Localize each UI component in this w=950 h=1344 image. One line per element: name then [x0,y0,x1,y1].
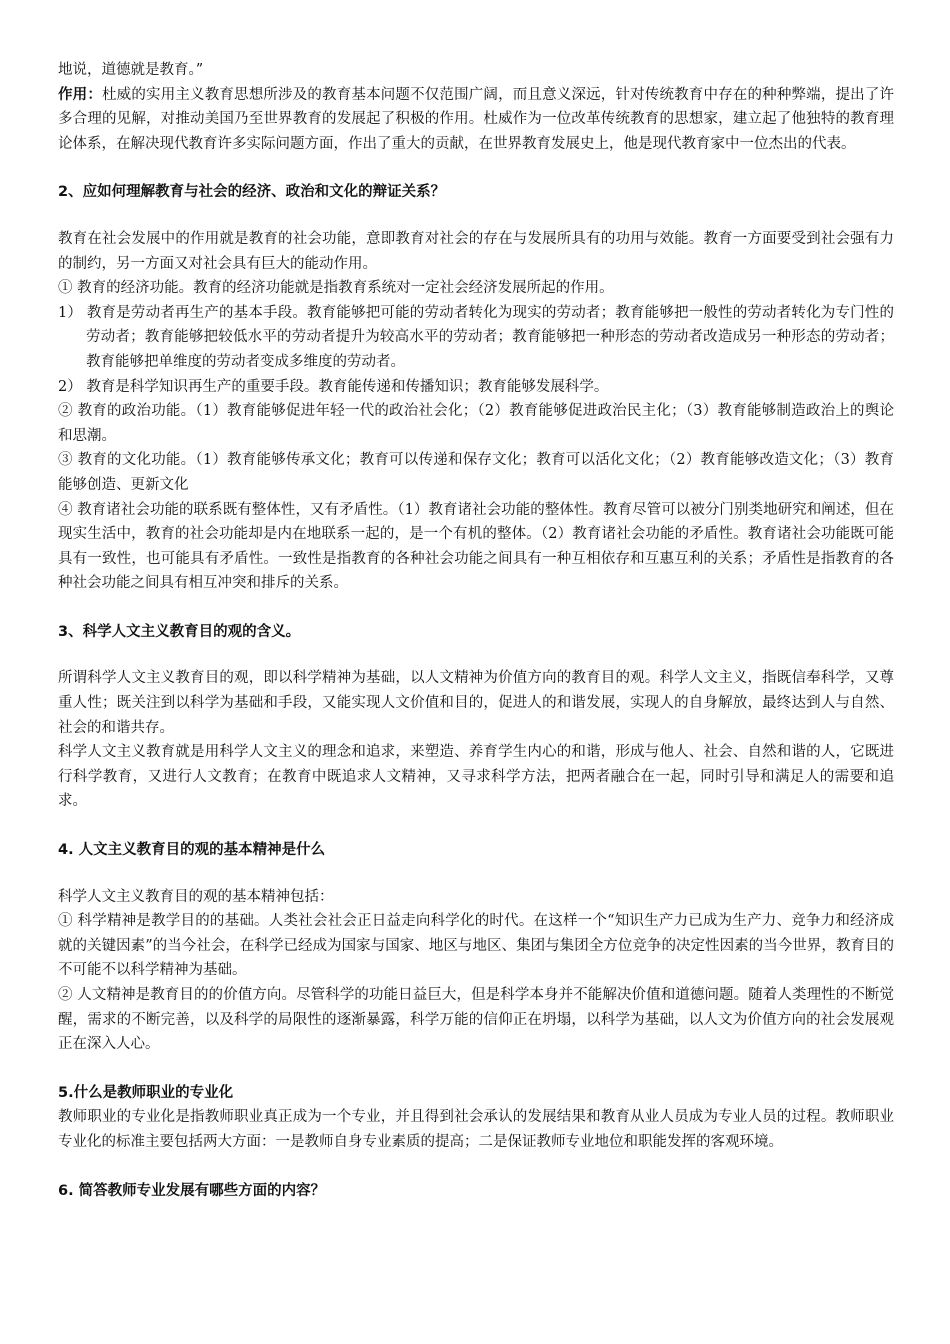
q4-paragraph-2: ① 科学精神是教学目的的基础。人类社会社会正日益走向科学化的时代。在这样一个“知识生产力已成为生产力、竞争力和经济成就的关键因素”的当今社会，在科学已经成为国家与国家、地区与地区、集团与集团全方位竞争的决定性因素的当今世界，教育目的不可能不以科学精神为基础。 [58,913,894,979]
q2-paragraph-5: ④ 教育诸社会功能的联系既有整体性，又有矛盾性。（1）教育诸社会功能的整体性。教育尽管可以被分门别类地研究和阐述，但在现实生活中，教育的社会功能却是内在地联系一起的，是一个有机的整体。（2）教育诸社会功能的矛盾性。教育诸社会功能既可能具有一致性，也可能具有矛盾性。一致性是指教育的各种社会功能之间具有一种互相依存和互惠互利的关系；矛盾性是指教育的各种社会功能之间具有相互冲突和排斥的关系。 [58,501,894,592]
document-page [58,58,894,1203]
q5-paragraph-1: 教师职业的专业化是指教师职业真正成为一个专业，并且得到社会承认的发展结果和教育从业人员成为专业人员的过程。教师职业专业化的标准主要包括两大方面：一是教师自身专业素质的提高；二是保证教师专业地位和职能发挥的客观环境。 [58,1109,894,1150]
q2-paragraph-4: ③ 教育的文化功能。（1）教育能够传承文化；教育可以传递和保存文化；教育可以活化文化；（2）教育能够改造文化；（3）教育能够创造、更新文化 [58,452,894,493]
question-2-heading: 2、应如何理解教育与社会的经济、政治和文化的辩证关系？ [58,184,446,201]
q3-paragraph-1: 所谓科学人文主义教育目的观，即以科学精神为基础，以人文精神为价值方向的教育目的观。科学人文主义，指既信奉科学，又尊重人性；既关注到以科学为基础和手段，又能实现人文价值和目的，促进人的和谐发展，实现人的自身解放，最终达到人与自然、社会的和谐共存。 [58,670,894,736]
question-5-heading: 5.什么是教师职业的专业化 [58,1084,234,1101]
q2-list-item-2: 2） 教育是科学知识再生产的重要手段。教育能传递和传播知识；教育能够发展科学。 [58,378,609,395]
question-6-heading: 6. 简答教师专业发展有哪些方面的内容？ [58,1182,326,1199]
q2-paragraph-1: 教育在社会发展中的作用就是教育的社会功能，意即教育对社会的存在与发展所具有的功用与效能。教育一方面要受到社会强有力的制约，另一方面又对社会具有巨大的能动作用。 [58,230,894,272]
question-3-heading: 3、科学人文主义教育目的观的含义。 [58,623,301,640]
q2-list-item-1: 1） 教育是劳动者再生产的基本手段。教育能够把可能的劳动者转化为现实的劳动者；教育能够把一般性的劳动者转化为专门性的劳动者；教育能够把较低水平的劳动者提升为较高水平的劳动者；教育能够把一种形态的劳动者改造成另一种形态的劳动者；教育能够把单维度的劳动者变成多维度的劳动者。 [58,304,894,370]
q4-paragraph-3: ② 人文精神是教育目的的价值方向。尽管科学的功能日益巨大，但是科学本身并不能解决价值和道德问题。随着人类理性的不断觉醒，需求的不断完善，以及科学的局限性的逐渐暴露，科学万能的信仰正在坍塌，以科学为基础，以人文为价值方向的社会发展观正在深入人心。 [58,987,894,1053]
question-4-heading: 4. 人文主义教育目的观的基本精神是什么 [58,842,326,859]
intro-role-paragraph [58,83,894,157]
q2-paragraph-2: ① 教育的经济功能。教育的经济功能就是指教育系统对一定社会经济发展所起的作用。 [58,280,614,297]
intro-line: 地说，道德就是教育。” [58,62,204,78]
role-label: 作用： [58,85,103,103]
q4-paragraph-1: 科学人文主义教育目的观的基本精神包括： [58,888,334,905]
q3-paragraph-2: 科学人文主义教育就是用科学人文主义的理念和追求，来塑造、养育学生内心的和谐，形成与他人、社会、自然和谐的人，它既进行科学教育，又进行人文教育；在教育中既追求人文精神，又寻求科学方法，把两者融合在一起，同时引导和满足人的需要和追求。 [58,744,894,810]
q2-paragraph-3: ② 教育的政治功能。（1）教育能够促进年轻一代的政治社会化；（2）教育能够促进政治民主化；（3）教育能够制造政治上的舆论和思潮。 [58,403,894,444]
role-text: 杜威的实用主义教育思想所涉及的教育基本问题不仅范围广阔，而且意义深远，针对传统教育中存在的种种弊端，提出了许多合理的见解，对推动美国乃至世界教育的发展起了积极的作用。杜威作为一位改革传统教育的思想家，建立起了他独特的教育理论体系，在解决现代教育许多实际问题方面，作出了重大的贡献，在世界教育发展史上，他是现代教育家中一位杰出的代表。 [58,86,895,152]
